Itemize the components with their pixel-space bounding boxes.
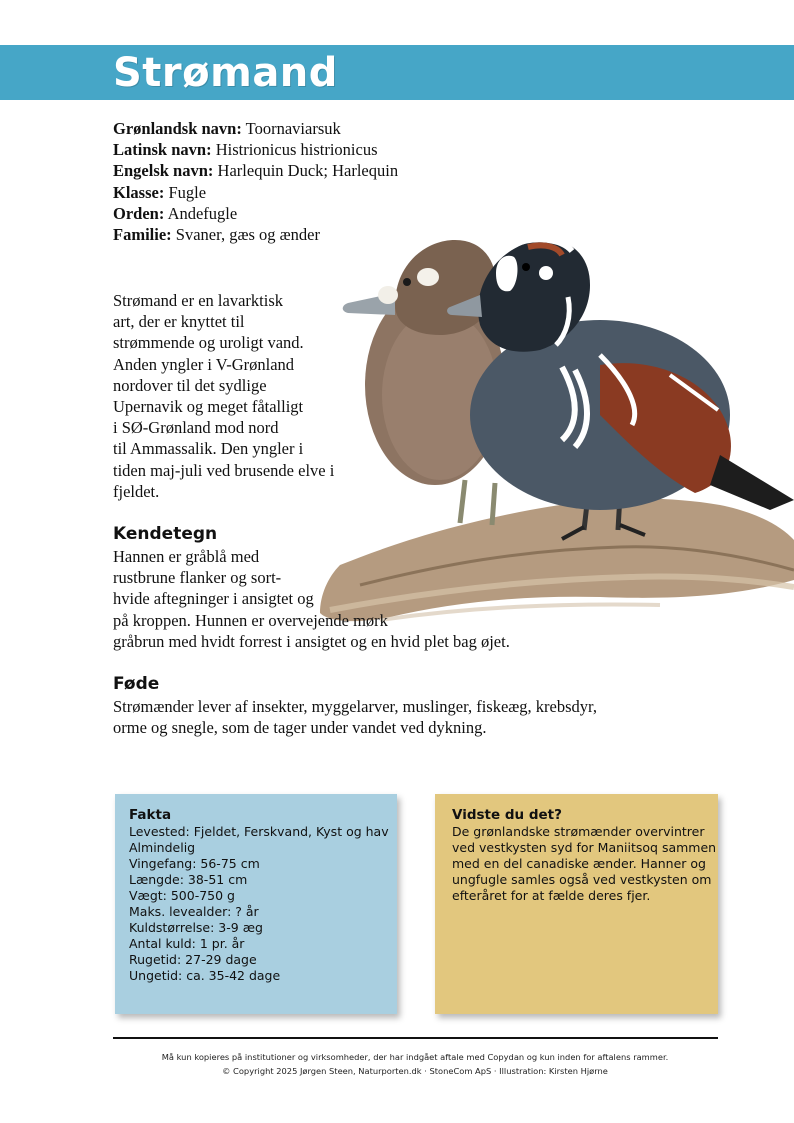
vidste-title: Vidste du det? (452, 807, 562, 823)
text-line: nordover til det sydlige (113, 375, 267, 395)
fakta-item: Rugetid: 27-29 dage (129, 952, 257, 967)
fakta-item: Levested: Fjeldet, Ferskvand, Kyst og hav (129, 824, 389, 839)
text-line: art, der er knyttet til (113, 312, 245, 332)
text-line: Strømænder lever af insekter, myggelarver, muslinger, fiskeæg, krebsdyr, (113, 697, 597, 716)
text-line: på kroppen. Hunnen er overvejende mørk (113, 610, 388, 630)
kendetegn-paragraph (113, 546, 693, 652)
vidste-text (452, 824, 717, 904)
meta-label: Familie: (113, 225, 172, 245)
meta-label: Grønlandsk navn: (113, 119, 242, 138)
text-line: gråbrun med hvidt forrest i ansigtet og en hvid plet bag øjet. (113, 631, 510, 651)
kendetegn-heading: Kendetegn (113, 524, 218, 544)
fakta-item: Maks. levealder: ? år (129, 904, 259, 919)
text-line: hvide aftegninger i ansigtet og (113, 589, 314, 609)
meta-row-greenlandic (113, 118, 473, 139)
meta-label: Engelsk navn: (113, 161, 214, 181)
text-line: rustbrune flanker og sort- (113, 568, 282, 588)
foede-heading: Føde (113, 674, 160, 694)
text-line: Upernavik og meget fåtalligt (113, 397, 304, 417)
fakta-item: Ungetid: ca. 35-42 dage (129, 968, 281, 983)
footer (100, 1050, 730, 1078)
meta-value: Toornaviarsuk (245, 119, 341, 138)
meta-row-english (113, 160, 473, 181)
meta-value: Andefugle (167, 203, 238, 223)
meta-value: Harlequin Duck; Harlequin (217, 161, 399, 181)
fakta-title: Fakta (129, 807, 172, 823)
text-line: Anden yngler i V-Grønland (113, 354, 295, 374)
meta-value: Histrionicus histrionicus (215, 140, 378, 160)
fakta-item: Kuldstørrelse: 3-9 æg (129, 920, 263, 935)
text-line: ungfugle samles også ved vestkysten om (452, 872, 712, 887)
text-line: orme og snegle, som de tager under vandet ved dykning. (113, 718, 487, 738)
footer-copyright: © Copyright 2025 Jørgen Steen, Naturporten.dk · StoneCom ApS · Illustration: Kirsten Hjørne (222, 1066, 608, 1076)
fakta-item: Antal kuld: 1 pr. år (129, 936, 245, 951)
meta-label: Orden: (113, 203, 165, 223)
text-line: tiden maj-juli ved brusende elve i (113, 460, 335, 480)
fakta-box (115, 794, 397, 1014)
meta-row-latin (113, 139, 473, 160)
meta-value: Fugle (168, 182, 207, 202)
meta-label: Klasse: (113, 182, 165, 202)
fakta-item: Almindelig (129, 840, 196, 855)
footer-license: Må kun kopieres på institutioner og virksomheder, der har indgået aftale med Copydan og kun inden for aftalens rammer. (161, 1052, 669, 1062)
text-line: til Ammassalik. Den yngler i (113, 439, 304, 459)
footer-divider (113, 1037, 718, 1039)
text-line: De grønlandske strømænder overvintrer (452, 824, 705, 839)
text-line: strømmende og uroligt vand. (113, 333, 304, 353)
text-line: ved vestkysten syd for Maniitsoq sammen (452, 840, 717, 855)
vidste-du-det-box (435, 794, 718, 1014)
foede-paragraph (113, 696, 693, 738)
meta-row-class (113, 182, 473, 203)
fakta-list (129, 824, 391, 984)
fakta-item: Vingefang: 56-75 cm (129, 856, 260, 871)
text-line: fjeldet. (113, 481, 160, 501)
fakta-item: Vægt: 500-750 g (129, 888, 235, 903)
text-line: med en del canadiske ænder. Hanner og (452, 856, 706, 871)
text-line: Hannen er gråblå med (113, 547, 260, 566)
fakta-item: Længde: 38-51 cm (129, 872, 248, 887)
page-title: Strømand (113, 50, 338, 96)
meta-value: Svaner, gæs og ænder (175, 225, 320, 245)
meta-label: Latinsk navn: (113, 140, 212, 160)
meta-row-order (113, 203, 473, 224)
text-line: Strømand er en lavarktisk (113, 291, 283, 310)
male-duck (447, 239, 794, 539)
intro-paragraph (113, 290, 363, 502)
text-line: efteråret for at fælde deres fjer. (452, 888, 651, 903)
text-line: i SØ-Grønland mod nord (113, 418, 279, 438)
